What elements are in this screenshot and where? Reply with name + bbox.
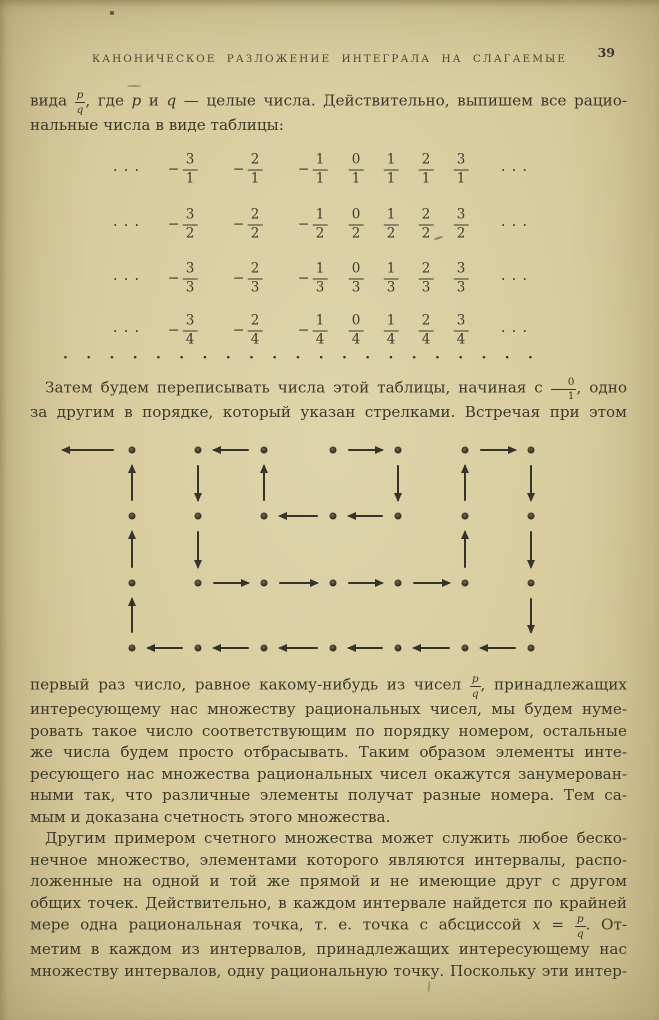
arrow-left-icon bbox=[213, 647, 249, 649]
arrow-left-icon bbox=[413, 647, 450, 649]
math-variable: p bbox=[131, 91, 142, 110]
rational-numbers-table bbox=[0, 153, 659, 367]
arrow-right-icon bbox=[213, 582, 249, 584]
minus-sign: − bbox=[167, 270, 180, 287]
grid-dot bbox=[195, 447, 202, 454]
fraction: − 1 1 bbox=[313, 153, 328, 186]
row-ellipsis: ··· bbox=[112, 215, 146, 234]
fraction: $\frac{1}{3}$ bbox=[384, 262, 399, 295]
inline-fraction: $\frac{p}{q}$ bbox=[76, 89, 84, 116]
math-variable: x bbox=[532, 915, 541, 934]
grid-dot bbox=[462, 645, 469, 652]
running-header bbox=[0, 47, 659, 66]
grid-dot bbox=[261, 447, 268, 454]
text-line: множеству интервалов, одну рациональную точку. Поскольку эти интер- bbox=[30, 961, 627, 980]
arrow-left-icon bbox=[348, 647, 383, 649]
minus-sign: − bbox=[297, 322, 310, 339]
inline-fraction: $\frac{0}{1}$ bbox=[551, 377, 577, 402]
grid-dot bbox=[528, 513, 535, 520]
grid-dot bbox=[261, 645, 268, 652]
arrow-right-icon bbox=[413, 582, 450, 584]
row-ellipsis: ··· bbox=[500, 269, 534, 288]
text-line: мым и доказана счетность этого множества. bbox=[30, 807, 391, 826]
fraction: $\frac{3}{1}$ bbox=[454, 153, 469, 186]
minus-sign: − bbox=[167, 161, 180, 178]
grid-dot bbox=[462, 513, 469, 520]
row-ellipsis: ··· bbox=[500, 321, 534, 340]
arrow-right-icon bbox=[348, 449, 383, 451]
minus-sign: − bbox=[297, 161, 310, 178]
minus-sign: − bbox=[297, 216, 310, 233]
fraction: − 2 1 bbox=[248, 153, 263, 186]
fraction: − 1 2 bbox=[313, 208, 328, 241]
minus-sign: − bbox=[232, 322, 245, 339]
fraction: $\frac{1}{4}$ bbox=[384, 314, 399, 347]
text-line: ровать такое число соответствующим по порядку номером, остальные bbox=[30, 721, 627, 740]
arrow-up-icon bbox=[464, 465, 466, 501]
grid-dot bbox=[462, 580, 469, 587]
fraction: $\frac{2}{2}$ bbox=[419, 208, 434, 241]
arrow-left-icon bbox=[348, 515, 383, 517]
fraction: $\frac{2}{3}$ bbox=[419, 262, 434, 295]
ink-speck bbox=[110, 11, 114, 15]
arrow-up-icon bbox=[131, 598, 133, 633]
grid-dot bbox=[330, 645, 337, 652]
arrow-left-icon bbox=[279, 515, 318, 517]
arrow-right-icon bbox=[348, 582, 383, 584]
fraction: − 3 2 bbox=[183, 208, 198, 241]
fraction: − 2 4 bbox=[248, 314, 263, 347]
arrow-up-icon bbox=[131, 465, 133, 501]
text-line: ложенные на одной и той же прямой и не имеющие друг с другом bbox=[30, 872, 627, 890]
minus-sign: − bbox=[297, 270, 310, 287]
grid-dot bbox=[395, 645, 402, 652]
minus-sign: − bbox=[167, 216, 180, 233]
grid-dot bbox=[195, 580, 202, 587]
arrow-up-icon bbox=[131, 531, 133, 568]
arrow-left-icon bbox=[279, 647, 318, 649]
fraction: $\frac{0}{1}$ bbox=[349, 153, 364, 186]
text-line: нечное множество, элементами которого являются интервалы, распо- bbox=[30, 850, 627, 869]
fraction: $\frac{2}{4}$ bbox=[419, 314, 434, 347]
arrow-right-icon bbox=[279, 582, 318, 584]
row-ellipsis: ··· bbox=[112, 160, 146, 179]
grid-dot bbox=[395, 447, 402, 454]
fraction: − 2 3 bbox=[248, 262, 263, 295]
ink-speck bbox=[127, 85, 141, 87]
arrow-down-icon bbox=[530, 531, 532, 568]
fraction: $\frac{1}{1}$ bbox=[384, 153, 399, 186]
arrow-down-icon bbox=[530, 598, 532, 633]
grid-dot bbox=[462, 447, 469, 454]
arrow-up-icon bbox=[464, 531, 466, 568]
enumeration-diagram bbox=[0, 441, 659, 669]
grid-dot bbox=[129, 645, 136, 652]
text-line: за другим в порядке, который указан стрелками. Встречая при этом bbox=[30, 402, 627, 421]
text-line: ными так, что различные элементы получат разные номера. Тем са- bbox=[30, 786, 627, 804]
row-ellipsis: ··· bbox=[500, 160, 534, 179]
paragraph-numbering bbox=[30, 674, 627, 828]
fraction: $\frac{2}{1}$ bbox=[419, 153, 434, 186]
text-line: интересующему нас множеству рациональных чисел, мы будем нуме- bbox=[30, 700, 627, 718]
fraction: $\frac{3}{3}$ bbox=[454, 262, 469, 295]
fraction: − 2 2 bbox=[248, 208, 263, 241]
inline-fraction: $\frac{p}{q}$ bbox=[576, 913, 584, 940]
fraction: $\frac{0}{3}$ bbox=[349, 262, 364, 295]
row-ellipsis: ··· bbox=[500, 215, 534, 234]
grid-dot bbox=[129, 447, 136, 454]
grid-dot bbox=[395, 513, 402, 520]
text-line: первый раз число, равное какому-нибудь из чисел $\frac{p}{q}$ , принадлежащих bbox=[30, 673, 627, 700]
text-line: вида $\frac{p}{q}$ , где p и q — целые числа. Действительно, выпишем все рацио- bbox=[30, 89, 627, 116]
grid-dot bbox=[129, 513, 136, 520]
fraction: − 3 3 bbox=[183, 262, 198, 295]
grid-dot bbox=[330, 447, 337, 454]
text-line: Другим примером счетного множества может служить любое беско- bbox=[45, 829, 627, 847]
math-variable: q bbox=[166, 91, 177, 110]
grid-dot bbox=[195, 513, 202, 520]
arrow-left-icon bbox=[62, 449, 114, 451]
arrow-left-icon bbox=[147, 647, 183, 649]
arrow-down-icon bbox=[197, 465, 199, 501]
text-line: Затем будем переписывать числа этой таблицы, начиная с $\frac{0}{1}$ , одно bbox=[45, 375, 627, 402]
minus-sign: − bbox=[232, 216, 245, 233]
row-ellipsis: ··· bbox=[112, 321, 146, 340]
text-line: нальные числа в виде таблицы: bbox=[30, 116, 284, 134]
grid-dot bbox=[261, 513, 268, 520]
paragraph-intro bbox=[30, 90, 627, 137]
fraction: $\frac{3}{4}$ bbox=[454, 314, 469, 347]
arrow-right-icon bbox=[480, 449, 516, 451]
text-line: метим в каждом из интервалов, принадлежащих интересующему нас bbox=[30, 940, 627, 958]
fraction: − 3 1 bbox=[183, 153, 198, 186]
arrow-up-icon bbox=[263, 465, 265, 501]
grid-dot bbox=[528, 447, 535, 454]
paragraph-enumeration bbox=[30, 377, 627, 424]
arrow-down-icon bbox=[197, 531, 199, 568]
grid-dot bbox=[195, 645, 202, 652]
running-head-title: КАНОНИЧЕСКОЕ РАЗЛОЖЕНИЕ ИНТЕГРАЛА НА СЛАГАЕМЫЕ bbox=[92, 53, 567, 65]
minus-sign: − bbox=[167, 322, 180, 339]
text-line: общих точек. Действительно, в каждом интервале найдется по крайней bbox=[30, 893, 627, 912]
text-line: же числа будем просто отбрасывать. Таким образом элементы инте- bbox=[30, 743, 627, 761]
inline-fraction: $\frac{p}{q}$ bbox=[471, 673, 479, 700]
grid-dot bbox=[395, 580, 402, 587]
grid-dot bbox=[528, 580, 535, 587]
minus-sign: − bbox=[232, 270, 245, 287]
table-continuation-dots: · · · · · · · · · · · · · · · · · · · · · bbox=[63, 349, 533, 366]
fraction: $\frac{0}{2}$ bbox=[349, 208, 364, 241]
fraction: $\frac{0}{4}$ bbox=[349, 314, 364, 347]
fraction: $\frac{1}{2}$ bbox=[384, 208, 399, 241]
row-ellipsis: ··· bbox=[112, 269, 146, 288]
fraction: − 3 4 bbox=[183, 314, 198, 347]
grid-dot bbox=[528, 645, 535, 652]
fraction: $\frac{3}{2}$ bbox=[454, 208, 469, 241]
fraction: − 1 3 bbox=[313, 262, 328, 295]
grid-dot bbox=[261, 580, 268, 587]
grid-dot bbox=[129, 580, 136, 587]
paragraph-intervals bbox=[30, 828, 627, 982]
arrow-left-icon bbox=[480, 647, 516, 649]
grid-dot bbox=[330, 580, 337, 587]
arrow-down-icon bbox=[530, 465, 532, 501]
fraction: − 1 4 bbox=[313, 314, 328, 347]
text-line: ресующего нас множества рациональных чисел окажутся занумерован- bbox=[30, 764, 627, 783]
arrow-left-icon bbox=[213, 449, 249, 451]
arrow-down-icon bbox=[397, 465, 399, 501]
text-line: мере одна рациональная точка, т. е. точка с абсциссой x = $\frac{p}{q}$ . От- bbox=[30, 913, 628, 940]
ink-speck bbox=[428, 981, 431, 992]
grid-dot bbox=[330, 513, 337, 520]
minus-sign: − bbox=[232, 161, 245, 178]
page-number: 39 bbox=[597, 45, 615, 60]
